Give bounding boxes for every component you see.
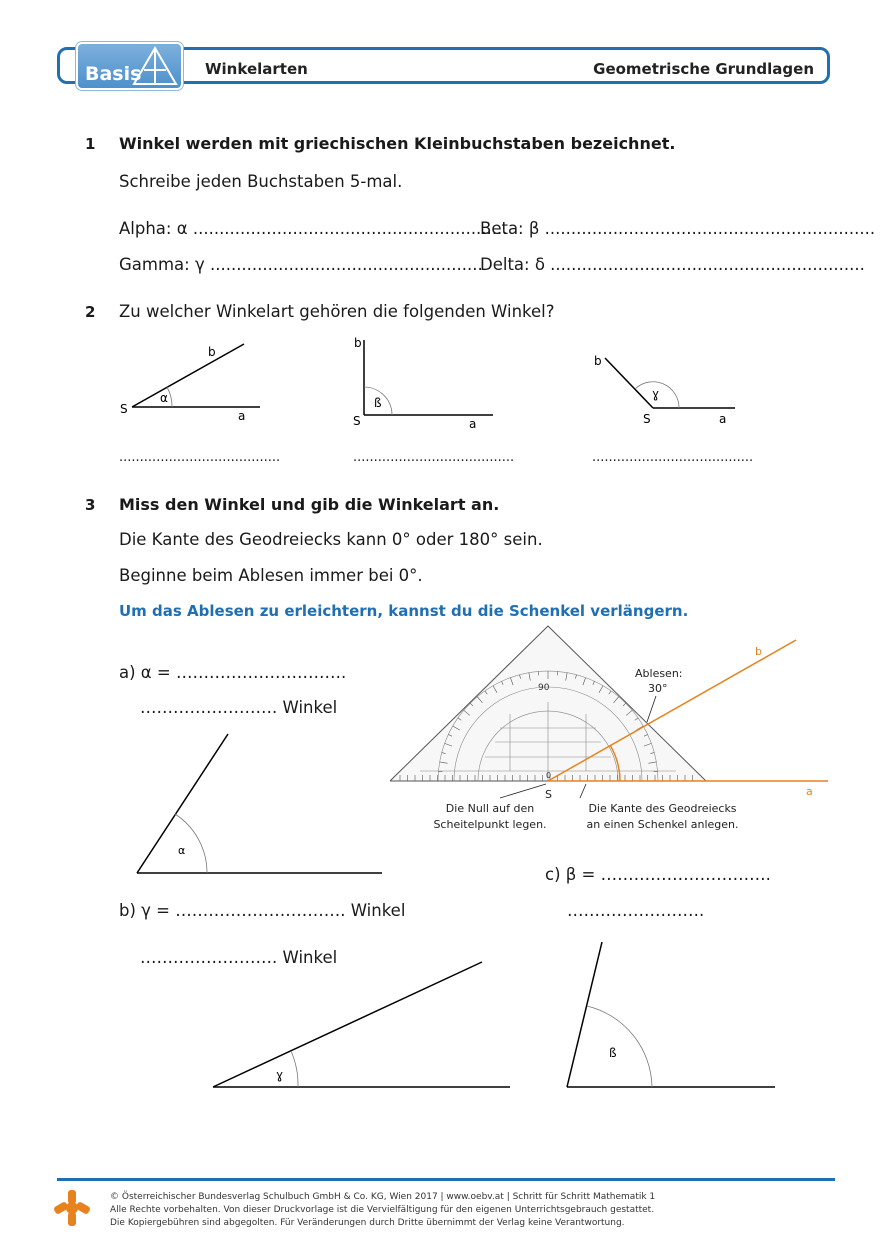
task3-title: Miss den Winkel und gib die Winkelart an. — [119, 495, 500, 514]
geo-arm-a-label: a — [806, 785, 813, 798]
footer-text — [110, 1191, 655, 1230]
fig3-arm-b-label: b — [594, 354, 602, 368]
task2-answer-1[interactable]: ....................................... — [119, 450, 281, 465]
task2-answer-3[interactable]: ....................................... — [592, 450, 754, 465]
task3-figure-c — [555, 935, 780, 1095]
task3-figure-a — [125, 728, 390, 883]
task1-instruction: Schreibe jeden Buchstaben 5-mal. — [119, 172, 403, 191]
task3-line1: Die Kante des Geodreiecks kann 0° oder 180° sein. — [119, 530, 543, 549]
task3-b-answer[interactable]: b) γ = …………………………. Winkel — [119, 901, 406, 920]
oebv-logo-icon — [52, 1188, 92, 1228]
task2-figure-3 — [585, 335, 755, 435]
footer-divider — [57, 1178, 835, 1181]
fig3-vertex-label: S — [643, 412, 651, 426]
task1-alpha-line[interactable]: Alpha: α ............................................................ — [119, 219, 508, 238]
geo-zero-label: 0 — [546, 771, 552, 780]
geo-ablesen-label: Ablesen: — [635, 667, 683, 680]
fig1-vertex-label: S — [120, 402, 128, 416]
task3-a-winkel[interactable]: ……………………. Winkel — [140, 698, 338, 717]
task3-c-winkel[interactable]: ……………………. — [567, 901, 705, 920]
task3-c-answer[interactable]: c) β = …………………………. — [545, 865, 771, 884]
task1-delta-line[interactable]: Delta: δ ............................................................ — [480, 255, 865, 274]
fig1-arm-a-label: a — [238, 409, 246, 423]
task2-question: Zu welcher Winkelart gehören die folgenden Winkel? — [119, 302, 555, 321]
footer-line-1: © Österreichischer Bundesverlag Schulbuch GmbH & Co. KG, Wien 2017 | www.oebv.at | Schritt für Schritt Mathematik 1 — [110, 1192, 656, 1202]
task2-figure-1 — [110, 330, 280, 430]
fig2-arm-a-label: a — [469, 417, 477, 431]
footer-line-3: Die Kopiergebühren sind abgegolten. Für Veränderungen durch Dritte übernimmt der Verlag keine Verantwortung. — [110, 1218, 625, 1228]
task1-title: Winkel werden mit griechischen Kleinbuchstaben bezeichnet. — [119, 134, 676, 153]
task2-figure-2 — [345, 330, 505, 435]
task2-number: 2 — [85, 303, 96, 321]
fig2-vertex-label: S — [353, 414, 361, 428]
fig3-arm-a-label: a — [719, 412, 727, 426]
geo-arm-b-label: b — [755, 645, 762, 658]
task3-hint: Um das Ablesen zu erleichtern, kannst du die Schenkel verlängern. — [119, 602, 689, 620]
geo-caption-left: Die Null auf den Scheitelpunkt legen. — [433, 802, 547, 831]
header-title-left: Winkelarten — [205, 60, 308, 78]
task3-figure-b — [205, 955, 520, 1095]
geo-value-label: 30° — [648, 682, 668, 695]
header-title-right: Geometrische Grundlagen — [593, 60, 814, 78]
fig1-arm-b-label: b — [208, 345, 216, 359]
fig-c-angle-label: ß — [609, 1046, 617, 1060]
geo-caption-right: Die Kante des Geodreiecks an einen Schenkel anlegen. — [586, 802, 739, 831]
task1-beta-line[interactable]: Beta: β ............................................................... — [480, 219, 876, 238]
fig2-arm-b-label: b — [354, 336, 362, 350]
fig1-angle-label: α — [160, 391, 168, 405]
footer-line-2: Alle Rechte vorbehalten. Von dieser Druckvorlage ist die Vervielfältigung für den eigenen Unterrichtsgebrauch gestattet. — [110, 1205, 655, 1215]
fig2-angle-label: ß — [374, 396, 382, 410]
task1-gamma-line[interactable]: Gamma: γ .................................................... — [119, 255, 483, 274]
fig3-angle-label: ɣ — [652, 387, 660, 401]
task3-b-winkel[interactable]: ……………………. Winkel — [140, 948, 338, 967]
task3-a-answer[interactable]: a) α = …………………………. — [119, 663, 347, 682]
geo-ninety-label: 90 — [538, 683, 550, 693]
task3-number: 3 — [85, 496, 96, 514]
task3-line2: Beginne beim Ablesen immer bei 0°. — [119, 566, 423, 585]
task1-number: 1 — [85, 135, 96, 153]
task2-answer-2[interactable]: ....................................... — [353, 450, 515, 465]
fig-a-angle-label: α — [178, 844, 186, 857]
geo-vertex-label: S — [545, 788, 552, 801]
fig-b-angle-label: ɣ — [276, 1068, 284, 1082]
basis-badge: Basis — [85, 63, 142, 85]
